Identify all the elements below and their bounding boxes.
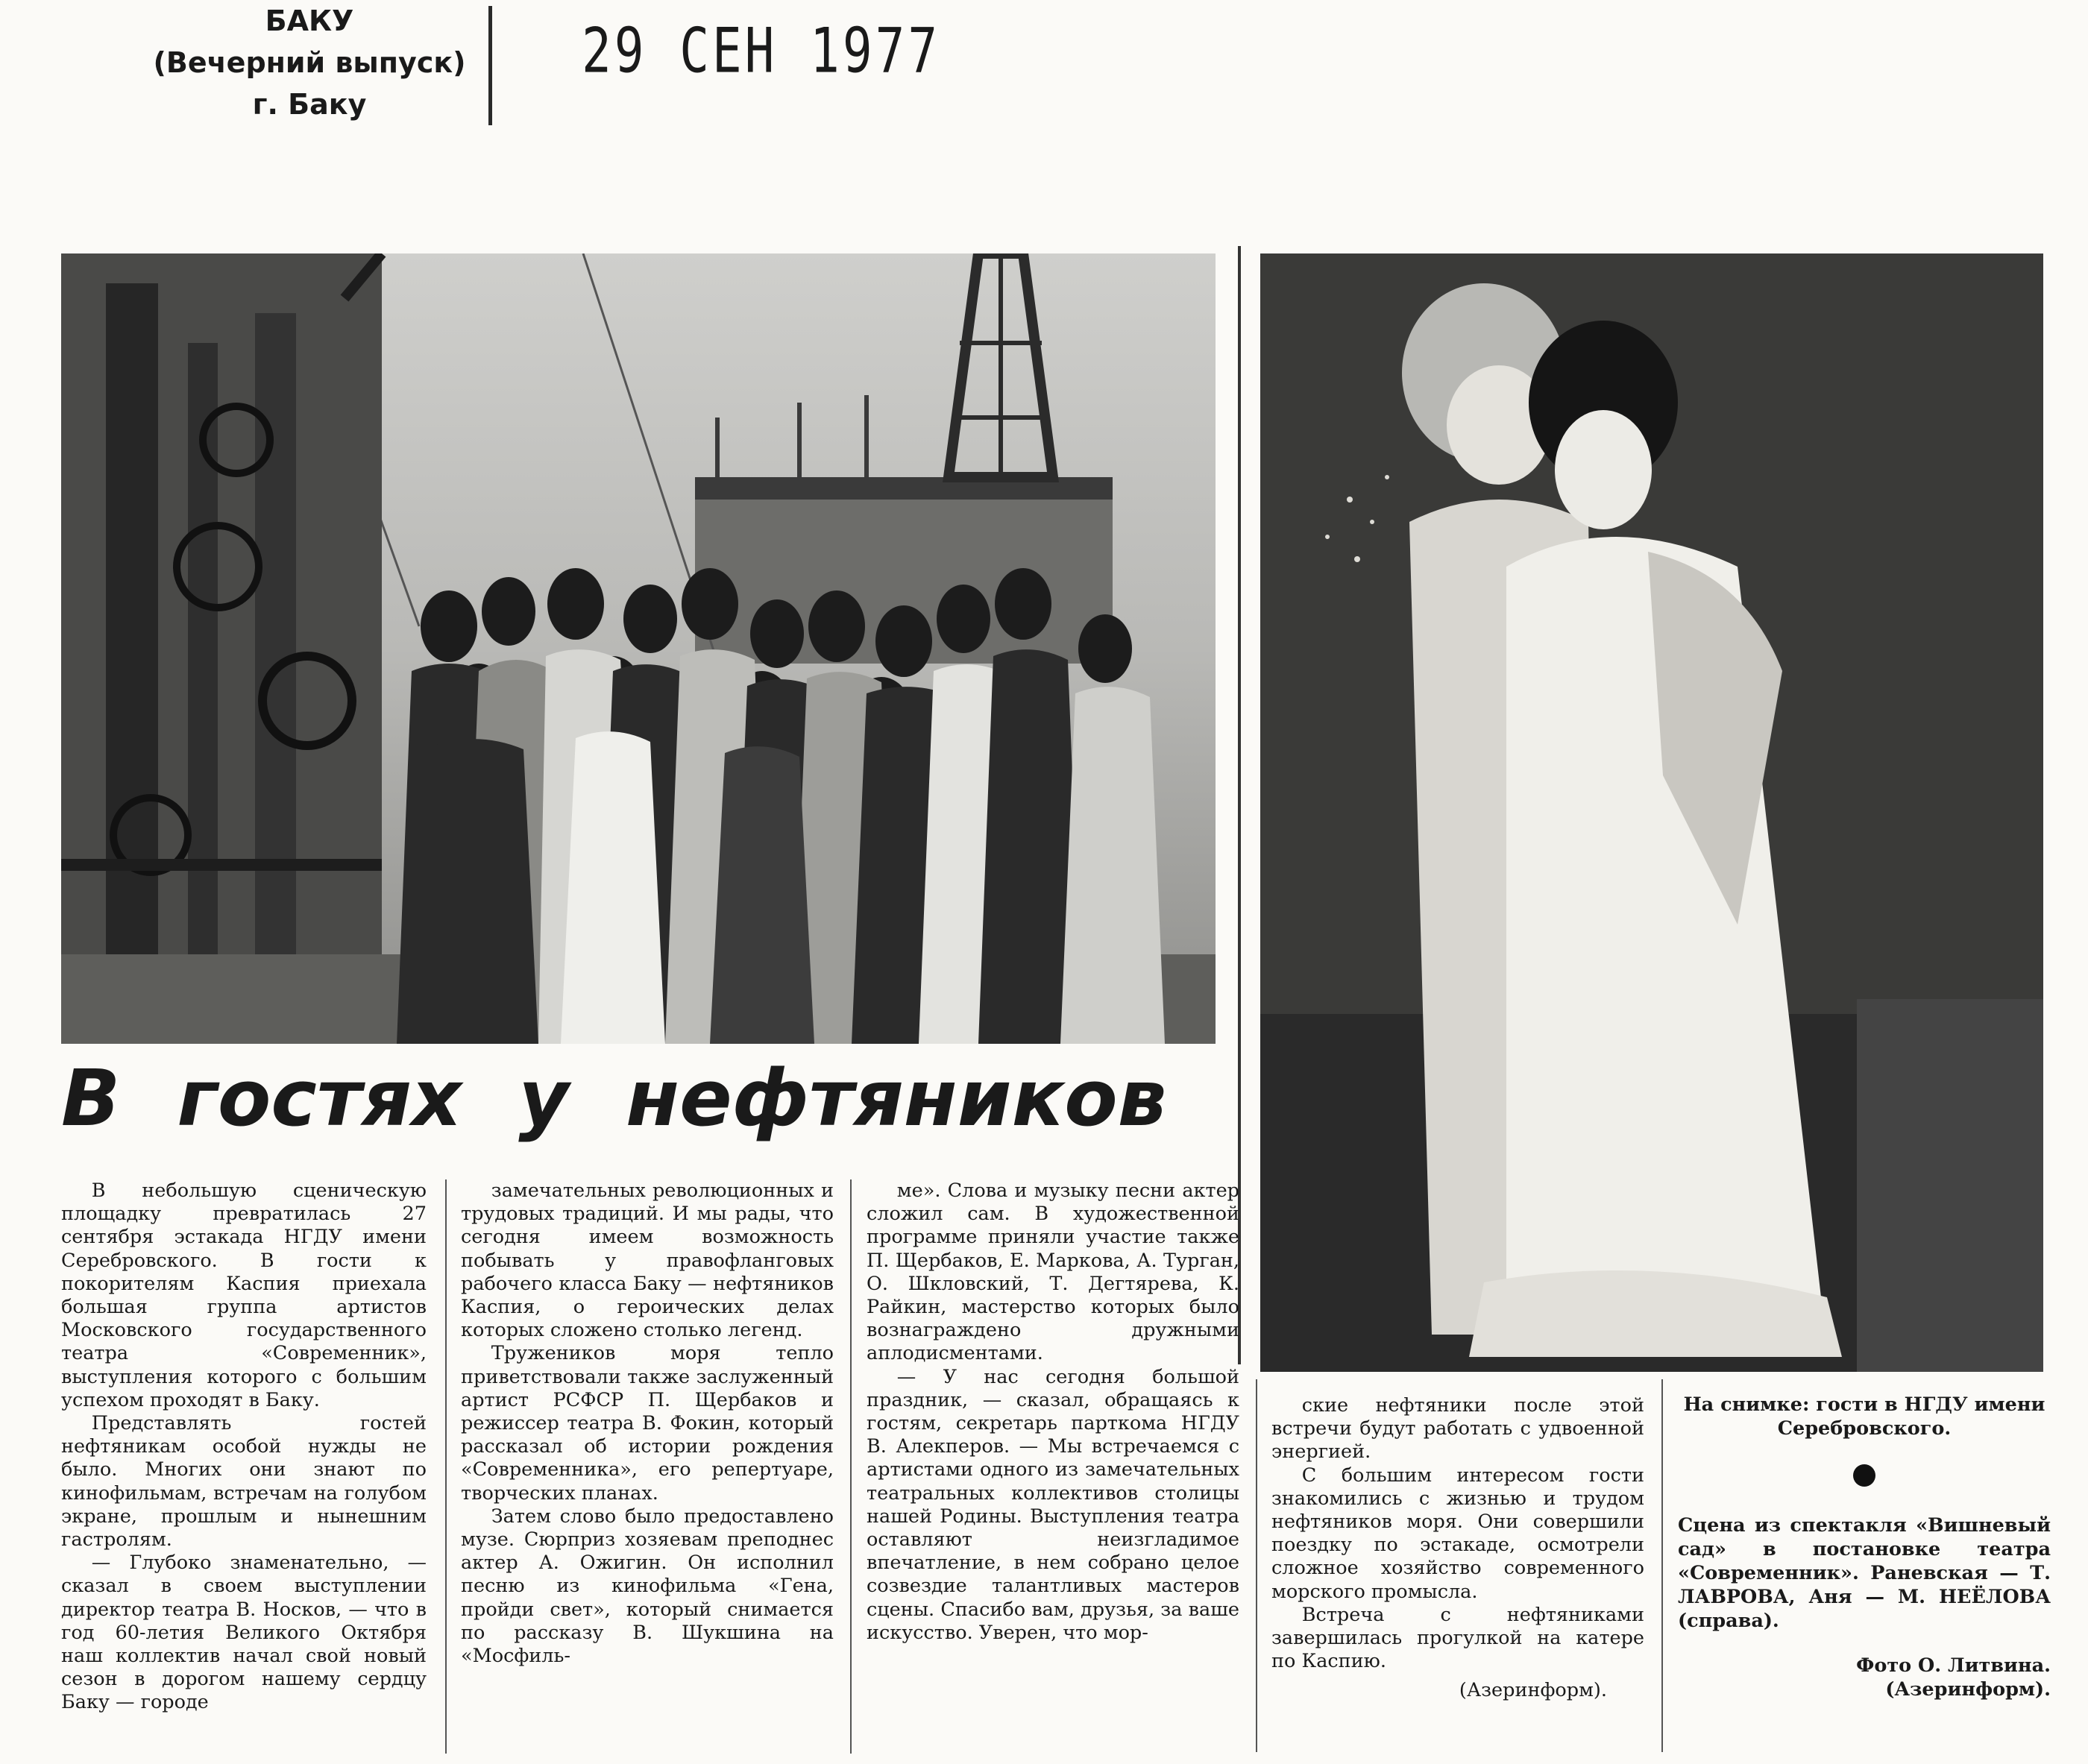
article-column-1 [61, 1179, 427, 1754]
photo-oil-platform-image [61, 253, 1216, 1044]
caption-left-photo: На снимке: гости в НГДУ имени Серебровского. [1683, 1393, 2045, 1440]
article-column-3 [867, 1179, 1239, 1754]
column-paragraph: — Глубоко знаменательно, — сказал в своем выступлении директор театра В. Носков, — что в год 60-летия Великого Октября наш коллектив начал свой новый сезон в дорогом нашему сердцу Баку — городе [61, 1552, 427, 1714]
column-paragraph: замечательных революционных и трудовых традиций. И мы рады, что сегодня имеем возможность побывать у правофланговых рабочего класса Баку — нефтяников Каспия, о героических делах которых сложено столько легенд. [461, 1179, 834, 1342]
article-headline: В гостях у нефтяников [61, 1053, 1167, 1144]
column-paragraph: ме». Слова и музыку песни актер сложил сам. В художественной программе приняли участие также П. Щербаков, Е. Маркова, А. Турган, О. Шкловский, Т. Дегтярева, К. Райкин, мастерство которых было вознаграждено дружными аплодисментами. [867, 1179, 1239, 1365]
column-paragraph: Представлять гостей нефтяникам особой нужды не было. Многих они знают по кинофильмам, встречам на голубом экране, прошлым и нынешним гастролям. [61, 1412, 427, 1552]
column-paragraph: В небольшую сценическую площадку превратилась 27 сентября эстакада НГДУ имени Серебровского. В гости к покорителям Каспия приехала большая группа артистов Московского государственного театра «Современник», выступления которого с большим успехом проходят в Баку. [61, 1179, 427, 1411]
article-column-2 [461, 1179, 834, 1754]
column-divider [445, 1179, 447, 1754]
column-divider [1256, 1379, 1257, 1752]
column-paragraph: Тружеников моря тепло приветствовали также заслуженный артист РСФСР П. Щербаков и режиссер театра В. Фокин, который рассказал об истории рождения «Современника», его репертуаре, творческих планах. [461, 1342, 834, 1505]
column-paragraph: Встреча с нефтяниками завершилась прогулкой на катере по Каспию. [1271, 1603, 1644, 1673]
stamp-city: БАКУ [265, 4, 354, 37]
photo-oil-platform-visitors [61, 253, 1216, 1044]
photo-credit-author: Фото О. Литвина. [1856, 1654, 2051, 1677]
column-paragraph: ские нефтяники после этой встречи будут работать с удвоенной энергией. [1271, 1394, 1644, 1464]
column-paragraph: Затем слово было предоставлено музе. Сюрприз хозяевам преподнес актер А. Ожигин. Он исполнил песню из кинофильма «Гена, пройди свет», который снимается по рассказу В. Шукшина на «Мосфиль- [461, 1505, 834, 1668]
photo-captions [1678, 1393, 2051, 1701]
photo-credit-agency: (Азеринформ). [1885, 1678, 2051, 1701]
bullet-dot [1853, 1464, 1875, 1487]
photo-stage-scene [1260, 253, 2043, 1372]
column-divider [850, 1179, 852, 1754]
caption-right-photo: Сцена из спектакля «Вишневый сад» в постановке театра «Современник». Раневская — Т. ЛАВРОВА, Аня — М. НЕЁЛОВА (справа). [1678, 1514, 2051, 1632]
photo-stage-scene-image [1260, 253, 2043, 1372]
article-source: (Азеринформ). [1459, 1679, 1607, 1702]
column-paragraph: — У нас сегодня большой праздник, — сказал, обращаясь к гостям, секретарь парткома НГДУ В. Алекперов. — Мы встречаемся с артистами одного из замечательных театральных коллективов столицы нашей Родины. Выступления театра оставляют неизгладимое впечатление, в нем собрано целое созвездие талантливых мастеров сцены. Спасибо вам, друзья, за ваше искусство. Уверен, что мор- [867, 1365, 1239, 1644]
column-divider [1661, 1379, 1663, 1752]
stamp-location: г. Баку [252, 88, 367, 121]
column-paragraph: С большим интересом гости знакомились с жизнью и трудом нефтяников моря. Они совершили поездку по эстакаде, осмотрели сложное хозяйство современного морского промысла. [1271, 1464, 1644, 1603]
photo-credit [1678, 1654, 2051, 1701]
date-stamp: 29 СЕН 1977 [582, 15, 941, 87]
newspaper-stamp [153, 0, 466, 125]
article-column-4 [1271, 1394, 1644, 1745]
stamp-edition: (Вечерний выпуск) [153, 46, 466, 79]
stamp-divider [488, 6, 492, 125]
